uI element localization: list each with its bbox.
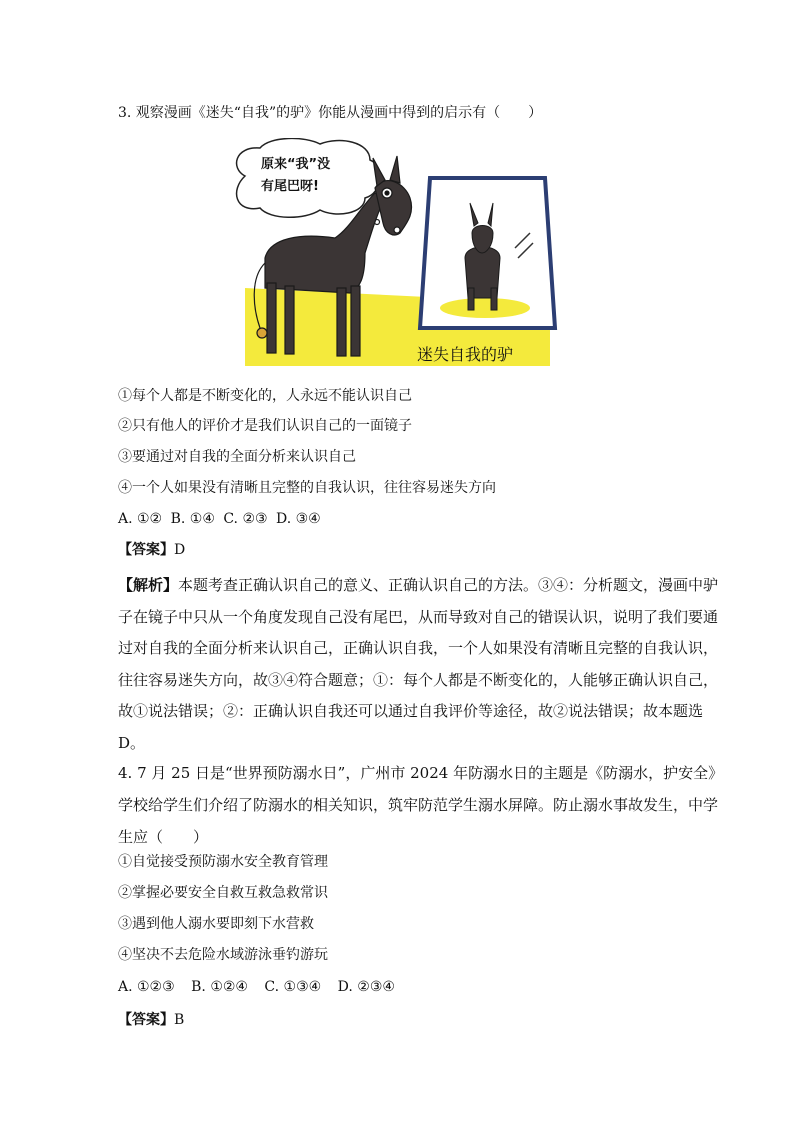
answer-label: 【答案】: [118, 542, 174, 558]
question-4-option-2: ②掌握必要安全自救互救急救常识: [118, 885, 328, 901]
choice-c: C. ②③: [223, 511, 268, 527]
choice-a: A. ①②: [118, 511, 163, 527]
analysis-line: 往往容易迷失方向，故③④符合题意；①：每个人都是不断变化的，人能够正确认识自己，: [118, 670, 719, 689]
answer-value: B: [174, 1012, 185, 1028]
analysis-line: 过对自我的全面分析来认识自己，正确认识自我，一个人如果没有清晰且完整的自我认识，: [118, 639, 719, 657]
question-3-option-2: ②只有他人的评价才是我们认识自己的一面镜子: [118, 418, 412, 434]
donkey-cartoon-illustration: [225, 138, 560, 370]
question-4-title: [118, 757, 724, 853]
question-4-answer: [118, 1010, 184, 1030]
bubble-text-line2: 有尾巴呀!: [261, 179, 319, 194]
bubble-text-line1: 原来“我”没: [261, 157, 331, 172]
choice-d: D. ③④: [276, 511, 321, 527]
choice-b: B. ①②④: [191, 979, 248, 995]
question-4-title-line: 生应（ ）: [118, 828, 209, 846]
choice-c: C. ①③④: [264, 979, 322, 995]
question-3-choices: [118, 509, 325, 529]
question-4-title-line: 学校给学生们介绍了防溺水的相关知识，筑牢防范学生溺水屏障。防止溺水事故发生，中学: [118, 796, 719, 814]
speech-bubble: [237, 138, 380, 224]
analysis-line: 子在镜子中只从一个角度发现自己没有尾巴，从而导致对自己的错误认识，说明了我们要通: [118, 607, 719, 626]
question-3-option-3: ③要通过对自我的全面分析来认识自己: [118, 449, 356, 465]
question-3-option-1: ①每个人都是不断变化的，人永远不能认识自己: [118, 388, 412, 404]
analysis-line: D。: [118, 733, 146, 752]
mirror: [420, 178, 555, 328]
choice-d: D. ②③④: [337, 979, 395, 995]
question-4-title-line: 4. 7 月 25 日是“世界预防溺水日”，广州市 2024 年防溺水日的主题是《防溺水，护安全》: [118, 764, 724, 782]
choice-b: B. ①④: [170, 511, 215, 527]
analysis-label: 【解析】: [118, 576, 179, 594]
question-3-title: 3. 观察漫画《迷失“自我”的驴》你能从漫画中得到的启示有（ ）: [118, 105, 543, 121]
answer-label: 【答案】: [118, 1012, 174, 1028]
question-4-option-4: ④坚决不去危险水域游泳垂钓游玩: [118, 947, 328, 963]
question-4-option-3: ③遇到他人溺水要即刻下水营救: [118, 916, 314, 932]
donkey-cartoon: [225, 138, 560, 370]
question-3-answer: [118, 540, 185, 560]
question-4-option-1: ①自觉接受预防溺水安全教育管理: [118, 854, 328, 870]
question-4-choices: [118, 977, 407, 997]
analysis-line: 本题考查正确认识自己的意义、正确认识自己的方法。③④：分析题文，漫画中驴: [178, 576, 719, 594]
question-3-option-4: ④一个人如果没有清晰且完整的自我认识，往往容易迷失方向: [118, 480, 496, 496]
answer-value: D: [174, 542, 186, 558]
analysis-line: 故①说法错误；②：正确认识自我还可以通过自我评价等途径，故②说法错误；故本题选: [118, 702, 704, 720]
choice-a: A. ①②③: [118, 979, 175, 995]
figure-caption: 迷失自我的驴: [417, 345, 514, 364]
question-3-analysis: [118, 570, 719, 759]
